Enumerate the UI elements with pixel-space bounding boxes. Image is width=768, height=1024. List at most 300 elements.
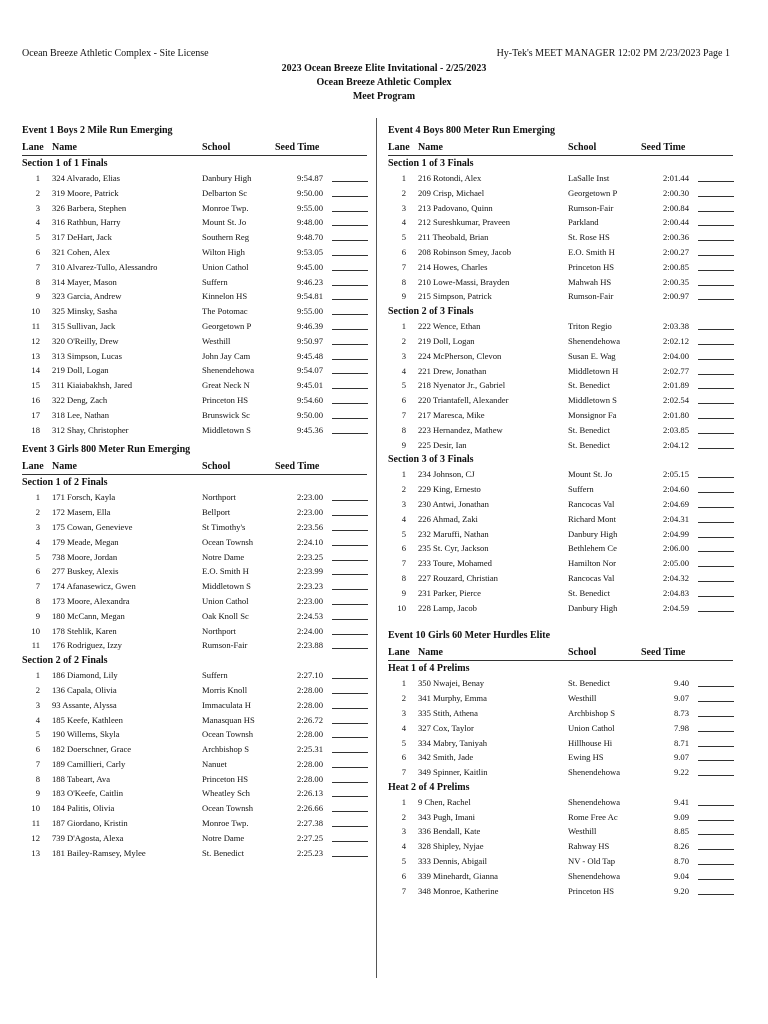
- seed-time: 9:55.00: [296, 202, 323, 213]
- entry-row: [388, 334, 733, 349]
- school-name: Triton Regio: [568, 321, 612, 332]
- result-blank-line: [698, 686, 734, 687]
- athlete-name: 226 Ahmad, Zaki: [418, 513, 478, 524]
- athlete-name: 317 DeHart, Jack: [52, 232, 112, 243]
- school-name: Shenendehowa: [568, 767, 621, 778]
- athlete-name: 342 Smith, Jade: [418, 752, 474, 763]
- seed-time: 2:01.44: [662, 173, 689, 183]
- athlete-name: 218 Nyenator Jr., Gabriel: [418, 380, 506, 391]
- seed-time: 2:24.00: [296, 625, 323, 636]
- seed-time-header: Seed Time: [641, 647, 686, 659]
- school-name: Monsignor Fa: [568, 409, 617, 420]
- athlete-name: 211 Theobald, Brian: [418, 232, 489, 243]
- athlete-name: 184 Palitis, Olivia: [52, 803, 115, 814]
- lane-number: 8: [401, 424, 406, 435]
- seed-time: 9.07: [673, 752, 689, 763]
- entry-row: [22, 334, 367, 349]
- result-blank-line: [698, 507, 734, 508]
- lane-number: 6: [35, 744, 40, 755]
- lane-number: 4: [35, 536, 40, 547]
- entry-row: [388, 497, 733, 512]
- athlete-name: 277 Buskey, Alexis: [52, 566, 119, 577]
- result-blank-line: [698, 448, 734, 449]
- athlete-name: 322 Deng, Zach: [52, 394, 108, 405]
- entry-row: [22, 757, 367, 772]
- school-name: NV - Old Tap: [568, 856, 616, 867]
- result-blank-line: [332, 723, 368, 724]
- result-blank-line: [332, 693, 368, 694]
- lane-number: 4: [401, 722, 406, 733]
- seed-time: 9.07: [673, 693, 689, 704]
- athlete-name: 208 Robinson Smey, Jacob: [418, 246, 512, 257]
- seed-time: 2:23.00: [296, 507, 323, 518]
- seed-time: 2:04.31: [662, 513, 689, 524]
- seed-time: 2:04.59: [662, 602, 689, 613]
- lane-number: 1: [401, 469, 406, 480]
- seed-time: 2:27.38: [296, 818, 323, 829]
- athlete-name: 325 Minsky, Sasha: [52, 306, 118, 317]
- result-blank-line: [332, 418, 368, 419]
- lane-number: 8: [35, 276, 40, 287]
- result-blank-line: [332, 648, 368, 649]
- seed-time: 9:45.36: [296, 424, 323, 435]
- column-header: [388, 646, 733, 661]
- entry-row: [22, 245, 367, 260]
- school-name: Nanuet: [202, 758, 227, 769]
- meet-manager-header: Hy-Tek's MEET MANAGER 12:02 PM 2/23/2023 Page 1: [496, 48, 730, 59]
- lane-number: 12: [31, 335, 40, 346]
- seed-time: 9:50.00: [296, 409, 323, 420]
- school-name: Wheatley Sch: [202, 788, 250, 799]
- school-header: School: [568, 647, 597, 659]
- lane-number: 7: [401, 767, 406, 778]
- school-name: Princeton HS: [568, 885, 615, 896]
- column-divider: [376, 118, 377, 978]
- entry-row: [22, 564, 367, 579]
- seed-time: 2:23.00: [296, 492, 323, 503]
- result-blank-line: [698, 240, 734, 241]
- seed-time: 9:50.97: [296, 335, 323, 346]
- entry-row: [388, 260, 733, 275]
- seed-time: 2:28.00: [296, 684, 323, 695]
- entry-row: [388, 586, 733, 601]
- lane-number: 5: [401, 856, 406, 867]
- lane-number: 8: [35, 773, 40, 784]
- lane-number: 13: [31, 847, 40, 858]
- lane-number: 8: [35, 595, 40, 606]
- athlete-name: 349 Spinner, Kaitlin: [418, 767, 488, 778]
- lane-number: 4: [401, 841, 406, 852]
- event-block: [22, 443, 367, 860]
- lane-number: 7: [35, 581, 40, 592]
- athlete-name: 186 Diamond, Lily: [52, 670, 118, 681]
- athlete-name: 215 Simpson, Patrick: [418, 291, 492, 302]
- result-blank-line: [332, 767, 368, 768]
- athlete-name: 180 McCann, Megan: [52, 610, 125, 621]
- result-blank-line: [698, 522, 734, 523]
- school-name: Mahwah HS: [568, 276, 612, 287]
- entry-row: [22, 230, 367, 245]
- school-name: Westhill: [568, 693, 597, 704]
- result-blank-line: [698, 329, 734, 330]
- entry-row: [22, 408, 367, 423]
- lane-number: 2: [401, 335, 406, 346]
- entry-row: [388, 750, 733, 765]
- school-name: Kinnelon HS: [202, 291, 248, 302]
- entry-row: [388, 186, 733, 201]
- lane-number: 11: [31, 818, 40, 829]
- seed-time: 9:54.87: [296, 173, 323, 183]
- result-blank-line: [698, 834, 734, 835]
- program-title: Meet Program: [352, 91, 416, 102]
- athlete-name: 310 Alvarez-Tullo, Alessandro: [52, 261, 158, 272]
- school-name: Middletown S: [202, 581, 251, 592]
- athlete-name: 232 Maruffi, Nathan: [418, 528, 489, 539]
- athlete-name: 182 Doerschner, Grace: [52, 744, 132, 755]
- athlete-name: 316 Rathbun, Harry: [52, 217, 121, 228]
- lane-number: 4: [401, 513, 406, 524]
- school-name: Richard Mont: [568, 513, 616, 524]
- result-blank-line: [332, 240, 368, 241]
- lane-number: 11: [31, 640, 40, 651]
- seed-time: 8.73: [673, 707, 689, 718]
- entry-row: [22, 304, 367, 319]
- athlete-name: 221 Drew, Jonathan: [418, 365, 487, 376]
- result-blank-line: [332, 196, 368, 197]
- result-blank-line: [698, 537, 734, 538]
- entry-row: [388, 378, 733, 393]
- seed-time: 2:00.44: [662, 217, 689, 228]
- entry-row: [388, 824, 733, 839]
- school-name: Mount St. Jo: [568, 469, 613, 480]
- result-blank-line: [698, 894, 734, 895]
- entry-row: [22, 594, 367, 609]
- result-blank-line: [698, 477, 734, 478]
- seed-time: 9.41: [673, 796, 689, 807]
- result-blank-line: [698, 581, 734, 582]
- school-name: Middletown H: [568, 365, 619, 376]
- school-name: Ocean Townsh: [202, 536, 254, 547]
- seed-time: 9.20: [673, 885, 689, 896]
- lane-number: 12: [31, 832, 40, 843]
- seed-time: 8.71: [673, 737, 689, 748]
- entry-row: [22, 816, 367, 831]
- result-blank-line: [332, 225, 368, 226]
- result-blank-line: [332, 619, 368, 620]
- athlete-name: 220 Triantafell, Alexander: [418, 395, 509, 406]
- lane-header: Lane: [22, 142, 44, 153]
- entry-row: [388, 349, 733, 364]
- entry-row: [22, 772, 367, 787]
- seed-time: 9:48.70: [296, 232, 323, 243]
- athlete-name: 336 Bendall, Kate: [418, 826, 481, 837]
- result-blank-line: [698, 596, 734, 597]
- school-header: School: [202, 142, 231, 153]
- result-blank-line: [698, 433, 734, 434]
- lane-number: 10: [31, 803, 40, 814]
- lane-number: 1: [401, 796, 406, 807]
- lane-number: 2: [401, 187, 406, 198]
- lane-number: 1: [35, 173, 40, 183]
- lane-number: 13: [31, 350, 40, 361]
- athlete-name: 179 Meade, Megan: [52, 536, 119, 547]
- section-title: Section 1 of 2 Finals: [22, 477, 108, 489]
- athlete-name: 136 Capala, Olivia: [52, 684, 117, 695]
- athlete-name: 312 Shay, Christopher: [52, 424, 129, 435]
- result-blank-line: [332, 737, 368, 738]
- event-gap: [388, 615, 733, 629]
- school-name: St. Benedict: [202, 847, 245, 858]
- seed-time: 2:02.54: [662, 395, 689, 406]
- athlete-name: 327 Cox, Taylor: [418, 722, 474, 733]
- result-blank-line: [332, 211, 368, 212]
- athlete-name: 217 Maresca, Mike: [418, 409, 485, 420]
- athlete-name: 216 Rotondi, Alex: [418, 173, 482, 183]
- right-column: [388, 124, 733, 898]
- seed-time: 2:28.00: [296, 773, 323, 784]
- entry-row: [22, 423, 367, 438]
- entry-row: [22, 171, 367, 186]
- school-name: Mount St. Jo: [202, 217, 247, 228]
- school-name: Shenendehowa: [202, 365, 255, 376]
- athlete-name: 234 Johnson, CJ: [418, 469, 475, 480]
- school-name: Ocean Townsh: [202, 803, 254, 814]
- athlete-name: 222 Wence, Ethan: [418, 321, 481, 332]
- school-name: St. Benedict: [568, 424, 611, 435]
- school-name: Georgetown P: [202, 320, 252, 331]
- result-blank-line: [332, 796, 368, 797]
- venue-title: Ocean Breeze Athletic Complex: [316, 77, 452, 88]
- school-name: Shenendehowa: [568, 796, 621, 807]
- result-blank-line: [698, 285, 734, 286]
- lane-number: 2: [401, 484, 406, 495]
- athlete-name: 209 Crisp, Michael: [418, 187, 485, 198]
- lane-number: 4: [401, 365, 406, 376]
- result-blank-line: [332, 285, 368, 286]
- entry-row: [388, 854, 733, 869]
- lane-number: 5: [35, 729, 40, 740]
- lane-number: 17: [31, 409, 40, 420]
- entry-row: [22, 727, 367, 742]
- entry-row: [22, 289, 367, 304]
- seed-time: 2:04.83: [662, 587, 689, 598]
- athlete-name: 224 McPherson, Clevon: [418, 350, 502, 361]
- school-name: The Potomac: [202, 306, 248, 317]
- result-blank-line: [698, 418, 734, 419]
- entry-row: [22, 520, 367, 535]
- entry-row: [22, 201, 367, 216]
- event-block: [388, 629, 733, 898]
- athlete-name: 93 Assante, Alyssa: [52, 699, 117, 710]
- seed-time: 9:45.01: [296, 380, 323, 391]
- school-name: Suffern: [202, 276, 228, 287]
- seed-time: 9:45.48: [296, 350, 323, 361]
- athlete-name: 229 King, Ernesto: [418, 484, 481, 495]
- lane-number: 10: [31, 306, 40, 317]
- result-blank-line: [698, 701, 734, 702]
- lane-number: 18: [31, 424, 40, 435]
- athlete-name: 173 Moore, Alexandra: [52, 595, 130, 606]
- school-name: Princeton HS: [202, 773, 249, 784]
- school-name: John Jay Cam: [202, 350, 251, 361]
- lane-number: 2: [35, 507, 40, 518]
- name-header: Name: [418, 647, 443, 659]
- athlete-name: 321 Cohen, Alex: [52, 246, 111, 257]
- school-name: Ewing HS: [568, 752, 604, 763]
- school-name: Great Neck N: [202, 380, 250, 391]
- athlete-name: 739 D'Agosta, Alexa: [52, 832, 124, 843]
- entry-row: [22, 801, 367, 816]
- athlete-name: 187 Giordano, Kristin: [52, 818, 128, 829]
- seed-time: 2:00.30: [662, 187, 689, 198]
- school-name: Princeton HS: [202, 394, 249, 405]
- entry-row: [388, 319, 733, 334]
- seed-time: 2:04.99: [662, 528, 689, 539]
- seed-time: 2:27.10: [296, 670, 323, 681]
- entry-row: [22, 319, 367, 334]
- entry-row: [388, 869, 733, 884]
- column-header: [22, 141, 367, 156]
- result-blank-line: [698, 760, 734, 761]
- athlete-name: 318 Lee, Nathan: [52, 409, 110, 420]
- entry-row: [22, 668, 367, 683]
- lane-number: 3: [401, 498, 406, 509]
- lane-header: Lane: [388, 142, 410, 153]
- entry-row: [22, 638, 367, 653]
- result-blank-line: [698, 255, 734, 256]
- school-name: Ocean Townsh: [202, 729, 254, 740]
- result-blank-line: [332, 826, 368, 827]
- seed-time-header: Seed Time: [275, 142, 320, 153]
- seed-time: 2:04.69: [662, 498, 689, 509]
- name-header: Name: [418, 142, 443, 153]
- athlete-name: 335 Stith, Athena: [418, 707, 478, 718]
- result-blank-line: [332, 560, 368, 561]
- lane-number: 9: [35, 610, 40, 621]
- athlete-name: 328 Shipley, Nyjae: [418, 841, 484, 852]
- athlete-name: 314 Mayer, Mason: [52, 276, 117, 287]
- entry-row: [388, 245, 733, 260]
- school-name: E.O. Smith H: [202, 566, 249, 577]
- meet-title: 2023 Ocean Breeze Elite Invitational - 2/25/2023: [281, 63, 487, 74]
- athlete-name: 178 Stehlik, Karen: [52, 625, 117, 636]
- athlete-name: 324 Alvarado, Elias: [52, 173, 121, 183]
- athlete-name: 326 Barbera, Stephen: [52, 202, 127, 213]
- school-name: Monroe Twp.: [202, 818, 249, 829]
- school-name: Rumson-Fair: [202, 640, 248, 651]
- school-name: Oak Knoll Sc: [202, 610, 249, 621]
- entry-row: [22, 846, 367, 861]
- seed-time: 2:00.84: [662, 202, 689, 213]
- athlete-name: 172 Masem, Ella: [52, 507, 111, 518]
- school-name: Hillhouse Hi: [568, 737, 613, 748]
- lane-number: 3: [401, 707, 406, 718]
- result-blank-line: [698, 611, 734, 612]
- athlete-name: 188 Tabeart, Ava: [52, 773, 111, 784]
- school-name: St. Benedict: [568, 439, 611, 450]
- seed-time: 2:00.97: [662, 291, 689, 302]
- athlete-name: 315 Sullivan, Jack: [52, 320, 116, 331]
- school-name: Rancocas Val: [568, 572, 615, 583]
- lane-number: 3: [401, 202, 406, 213]
- entry-row: [22, 831, 367, 846]
- school-name: Archbishop S: [568, 707, 616, 718]
- result-blank-line: [698, 388, 734, 389]
- seed-time: 2:23.25: [296, 551, 323, 562]
- result-blank-line: [332, 856, 368, 857]
- athlete-name: 210 Lowe-Massi, Brayden: [418, 276, 510, 287]
- result-blank-line: [332, 403, 368, 404]
- entry-row: [388, 556, 733, 571]
- athlete-name: 231 Parker, Pierce: [418, 587, 481, 598]
- athlete-name: 343 Pugh, Imani: [418, 811, 476, 822]
- seed-time: 2:04.32: [662, 572, 689, 583]
- lane-number: 8: [401, 572, 406, 583]
- entry-row: [388, 527, 733, 542]
- entry-row: [388, 230, 733, 245]
- result-blank-line: [698, 551, 734, 552]
- school-name: Immaculata H: [202, 699, 251, 710]
- seed-time: 9.22: [673, 767, 689, 778]
- result-blank-line: [698, 879, 734, 880]
- seed-time: 2:01.80: [662, 409, 689, 420]
- entry-row: [388, 482, 733, 497]
- site-license-header: Ocean Breeze Athletic Complex - Site License: [22, 48, 209, 59]
- lane-number: 7: [35, 261, 40, 272]
- school-name: Morris Knoll: [202, 684, 248, 695]
- entry-row: [22, 550, 367, 565]
- event-title: Event 10 Girls 60 Meter Hurdles Elite: [388, 630, 551, 642]
- school-name: E.O. Smith H: [568, 246, 615, 257]
- athlete-name: 214 Howes, Charles: [418, 261, 488, 272]
- school-name: Northport: [202, 625, 236, 636]
- column-header: [22, 460, 367, 475]
- school-name: Bethlehem Ce: [568, 543, 617, 554]
- entry-row: [388, 601, 733, 616]
- lane-number: 4: [35, 217, 40, 228]
- seed-time: 2:05.15: [662, 469, 689, 480]
- entry-row: [22, 624, 367, 639]
- lane-number: 6: [401, 870, 406, 881]
- seed-time: 2:03.85: [662, 424, 689, 435]
- lane-number: 9: [35, 291, 40, 302]
- athlete-name: 738 Moore, Jordan: [52, 551, 118, 562]
- athlete-name: 181 Bailey-Ramsey, Mylee: [52, 847, 146, 858]
- seed-time: 2:23.99: [296, 566, 323, 577]
- entry-row: [388, 541, 733, 556]
- lane-number: 6: [401, 246, 406, 257]
- section-title: Section 1 of 3 Finals: [388, 158, 474, 169]
- school-name: Monroe Twp.: [202, 202, 249, 213]
- lane-number: 7: [401, 409, 406, 420]
- school-name: Northport: [202, 492, 236, 503]
- school-name: St. Benedict: [568, 678, 611, 689]
- athlete-name: 213 Padovano, Quinn: [418, 202, 493, 213]
- lane-number: 6: [401, 395, 406, 406]
- entry-row: [22, 698, 367, 713]
- athlete-name: 348 Monroe, Katherine: [418, 885, 499, 896]
- result-blank-line: [332, 752, 368, 753]
- name-header: Name: [52, 461, 77, 473]
- seed-time: 2:04.00: [662, 350, 689, 361]
- seed-time: 2:23.88: [296, 640, 323, 651]
- athlete-name: 212 Sureshkumar, Praveen: [418, 217, 511, 228]
- result-blank-line: [332, 782, 368, 783]
- school-header: School: [202, 461, 231, 473]
- lane-number: 3: [35, 202, 40, 213]
- event-title: Event 3 Girls 800 Meter Run Emerging: [22, 444, 191, 456]
- entry-row: [388, 408, 733, 423]
